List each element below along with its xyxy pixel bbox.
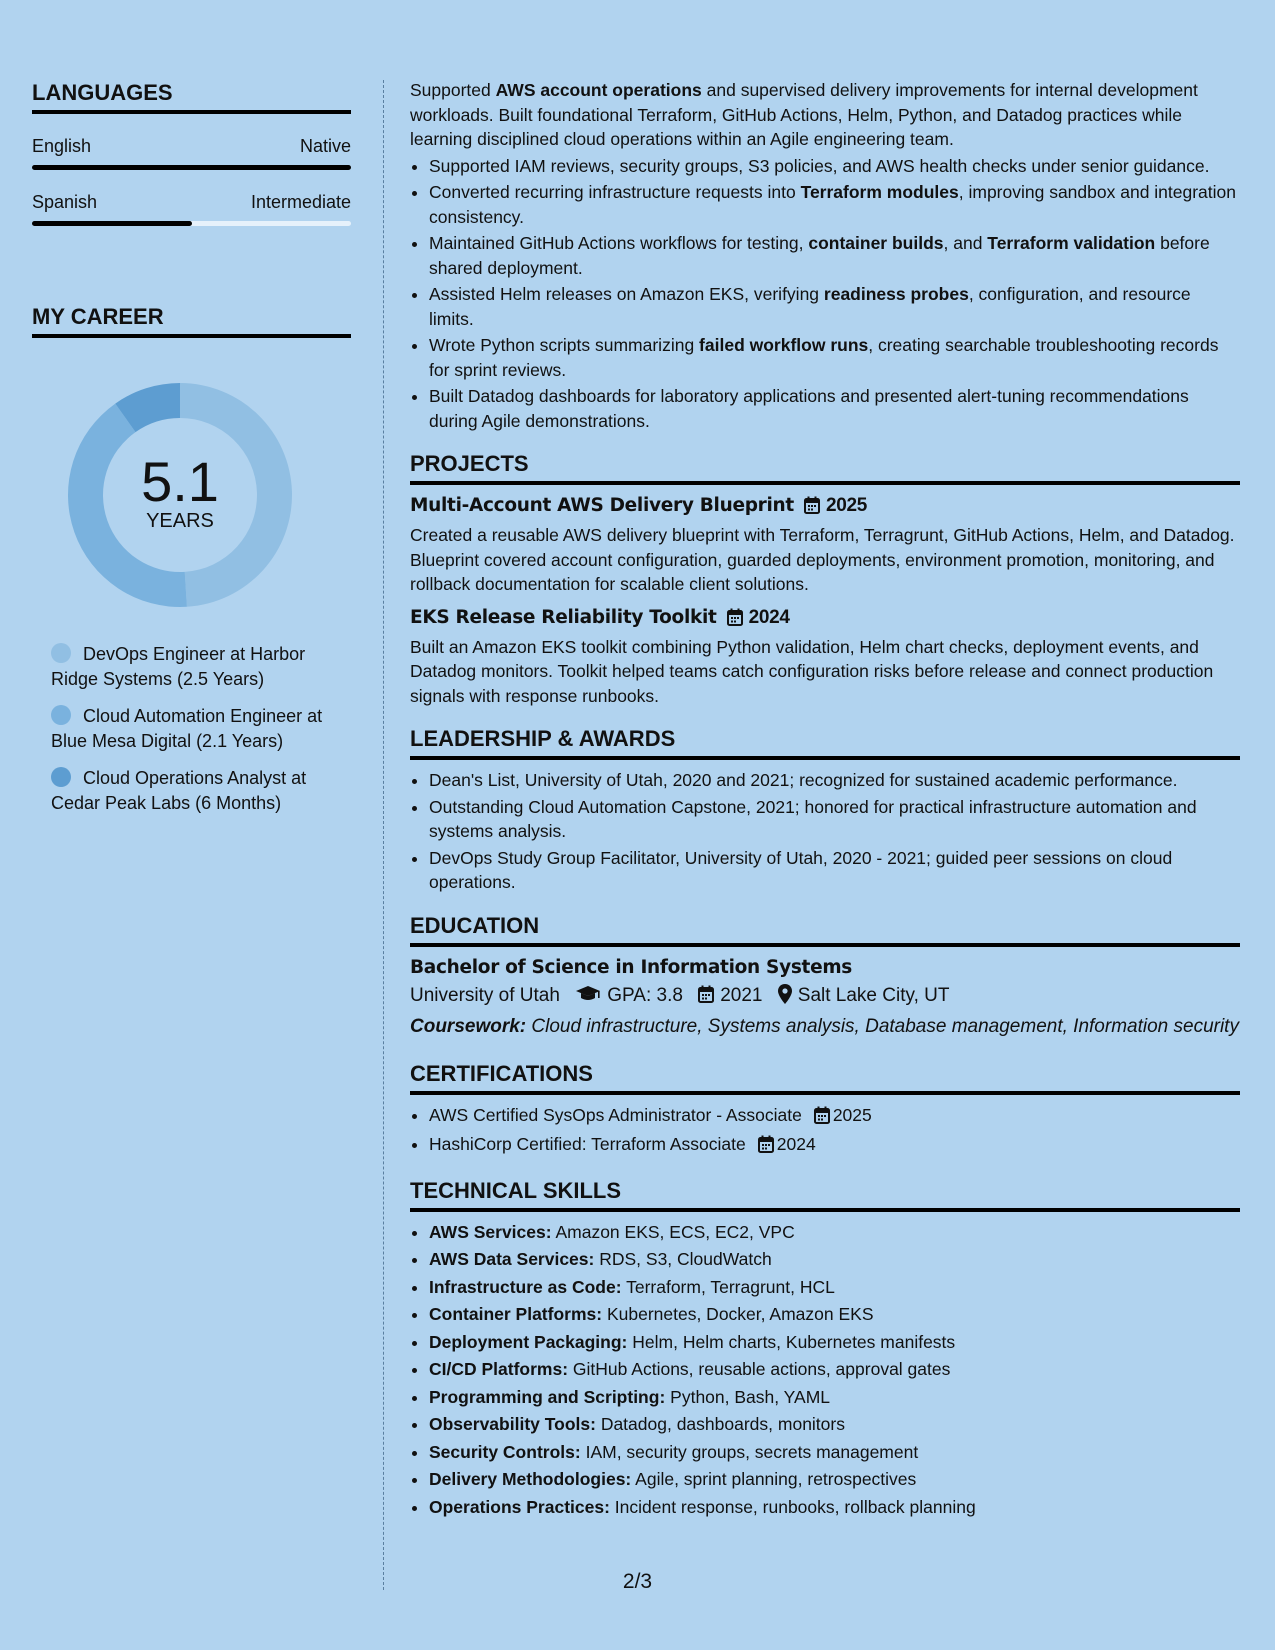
skill-item <box>429 1495 1240 1521</box>
legend-dot <box>51 705 71 725</box>
project-item <box>410 495 1240 597</box>
degree-name: Bachelor of Science in Information Systems <box>410 956 853 978</box>
leadership-list <box>410 768 1240 895</box>
bold-text: Terraform modules <box>800 182 959 202</box>
project-year: 2025 <box>825 495 868 516</box>
language-proficiency-bar <box>32 165 351 170</box>
graduation-year: 2021 <box>720 984 763 1006</box>
skill-value: Terraform, Terragrunt, HCL <box>626 1276 835 1297</box>
experience-summary <box>410 78 1240 152</box>
skill-value: Kubernetes, Docker, Amazon EKS <box>606 1304 874 1324</box>
legend-dot <box>51 643 71 663</box>
skill-value: Agile, sprint planning, retrospectives <box>635 1469 917 1489</box>
career-title: MY CAREER <box>32 304 351 338</box>
school-location: Salt Lake City, UT <box>797 984 950 1006</box>
skill-label: Observability Tools: <box>429 1414 596 1434</box>
calendar-icon <box>804 496 820 519</box>
text: and supervised delivery improvements for internal development workloads. Built foundational Terraform, GitHub Actions, Helm, Python, and Datadog practices while learning disciplined cloud operations within an Agile engineering team. <box>410 80 1198 149</box>
skill-label: Security Controls: <box>429 1441 581 1462</box>
experience-bullet <box>429 333 1240 382</box>
skill-label: Operations Practices: <box>429 1496 610 1517</box>
language-item-english <box>32 136 351 170</box>
projects-title: PROJECTS <box>410 451 1240 485</box>
certification-name: HashiCorp Certified: Terraform Associate <box>429 1134 746 1154</box>
text: Supported <box>410 80 496 100</box>
skill-value: Helm, Helm charts, Kubernetes manifests <box>632 1331 956 1352</box>
career-legend-item <box>51 704 331 754</box>
career-legend <box>51 642 351 816</box>
project-name: EKS Release Reliability Toolkit <box>410 606 717 628</box>
language-level: Native <box>299 136 351 156</box>
text: Assisted Helm releases on Amazon EKS, verifying <box>429 284 824 304</box>
certifications-title: CERTIFICATIONS <box>410 1061 1240 1095</box>
experience-bullets <box>410 154 1240 434</box>
skill-value: Python, Bash, YAML <box>670 1386 831 1407</box>
leadership-section <box>410 726 1240 895</box>
skill-item <box>429 1385 1240 1411</box>
legend-dot <box>51 767 71 787</box>
project-description: Created a reusable AWS delivery blueprint with Terraform, Terragrunt, GitHub Actions, Helm, and Datadog. Blueprint covered account configuration, guarded deployments, environment promotion, monitoring, and rollback documentation for scalable client solutions. <box>410 525 1235 594</box>
career-section <box>32 304 351 816</box>
calendar-icon <box>727 608 743 631</box>
experience-bullet <box>429 282 1240 331</box>
skill-item <box>429 1302 1240 1328</box>
certification-item <box>429 1132 1240 1160</box>
bold-text: Terraform validation <box>987 233 1156 253</box>
coursework-label: Coursework: <box>410 1015 527 1037</box>
skill-item <box>429 1412 1240 1438</box>
skill-value: Amazon EKS, ECS, EC2, VPC <box>555 1221 795 1242</box>
calendar-icon <box>698 985 714 1006</box>
text: , configuration, and resource limits. <box>429 284 1191 329</box>
graduation-cap-icon <box>575 985 601 1006</box>
skill-value: IAM, security groups, secrets management <box>585 1441 919 1462</box>
skills-title: TECHNICAL SKILLS <box>410 1178 1240 1212</box>
career-legend-item <box>51 642 331 692</box>
certifications-list <box>410 1103 1240 1160</box>
certifications-section <box>410 1061 1240 1160</box>
text: , creating searchable troubleshooting records for sprint reviews. <box>429 335 1219 380</box>
experience-bullet: • Built Datadog dashboards for laboratory applications and presented alert-tuning recommendations during Agile demonstrations. <box>429 384 1240 433</box>
skill-label: Delivery Methodologies: <box>429 1469 632 1489</box>
bold-text: container builds <box>808 233 944 253</box>
bold-text: readiness probes <box>823 284 969 304</box>
sidebar <box>32 80 351 828</box>
skill-label: AWS Services: <box>429 1221 552 1242</box>
certification-name: AWS Certified SysOps Administrator - Associate <box>429 1104 802 1125</box>
project-description: Built an Amazon EKS toolkit combining Python validation, Helm chart checks, deployment events, and Datadog monitors. Toolkit helped teams catch configuration risks before release and connect production signals with response runbooks. <box>410 636 1214 706</box>
skill-label: CI/CD Platforms: <box>429 1359 569 1379</box>
text: Maintained GitHub Actions workflows for testing, <box>429 233 809 253</box>
education-details <box>410 984 1240 1007</box>
experience-bullet <box>429 231 1240 280</box>
language-proficiency-fill <box>32 165 351 170</box>
skill-value: Datadog, dashboards, monitors <box>600 1414 845 1434</box>
text: , improving sandbox and integration consistency. <box>429 182 1237 227</box>
skill-value: GitHub Actions, reusable actions, approval gates <box>572 1359 951 1379</box>
leadership-item: • Outstanding Cloud Automation Capstone, 2021; honored for practical infrastructure automation and systems analysis. <box>429 795 1240 844</box>
education-title: EDUCATION <box>410 913 1240 947</box>
skill-item <box>429 1247 1240 1273</box>
location-pin-icon <box>778 985 792 1006</box>
certification-item <box>429 1103 1240 1131</box>
skill-label: Programming and Scripting: <box>429 1386 666 1407</box>
language-item-spanish <box>32 192 351 226</box>
languages-title: LANGUAGES <box>32 80 351 114</box>
leadership-item: • Dean's List, University of Utah, 2020 and 2021; recognized for sustained academic performance. <box>429 768 1240 793</box>
project-year: 2024 <box>748 606 790 628</box>
education-section <box>410 913 1240 1039</box>
main-content <box>410 78 1240 1522</box>
legend-label: Cloud Operations Analyst at Cedar Peak Labs (6 Months) <box>51 768 307 813</box>
page-number: 2/3 <box>622 1570 653 1593</box>
bold-text: failed workflow runs <box>699 335 869 355</box>
coursework <box>410 1015 1240 1039</box>
skill-item <box>429 1330 1240 1356</box>
language-proficiency-fill <box>32 221 192 226</box>
text: Wrote Python scripts summarizing <box>429 335 700 355</box>
language-level: Intermediate <box>250 192 351 212</box>
skills-list <box>410 1220 1240 1521</box>
legend-label: Cloud Automation Engineer at Blue Mesa Digital (2.1 Years) <box>51 706 323 751</box>
career-total-years: 5.1 <box>141 450 219 513</box>
skill-item <box>429 1275 1240 1301</box>
skill-label: AWS Data Services: <box>429 1249 595 1269</box>
gpa: GPA: 3.8 <box>607 984 683 1006</box>
career-legend-item <box>51 766 331 816</box>
legend-label: DevOps Engineer at Harbor Ridge Systems (2.5 Years) <box>51 644 306 689</box>
skill-label: Container Platforms: <box>429 1304 603 1324</box>
skill-value: Incident response, runbooks, rollback planning <box>614 1496 976 1517</box>
calendar-icon <box>814 1106 830 1131</box>
calendar-icon <box>758 1135 774 1160</box>
leadership-title: LEADERSHIP & AWARDS <box>410 726 1240 760</box>
text: Converted recurring infrastructure requests into <box>429 182 801 202</box>
skill-label: Deployment Packaging: <box>429 1331 628 1352</box>
certification-year: 2024 <box>776 1134 816 1154</box>
career-donut-chart <box>67 382 293 608</box>
skill-item <box>429 1357 1240 1383</box>
project-heading <box>410 495 1240 519</box>
coursework-list: Cloud infrastructure, Systems analysis, Database management, Information security <box>531 1015 1239 1037</box>
language-proficiency-bar <box>32 221 351 226</box>
column-divider <box>383 80 384 1590</box>
experience-entry <box>410 78 1240 433</box>
skills-section <box>410 1178 1240 1521</box>
experience-bullet <box>429 180 1240 229</box>
text: , and <box>943 233 988 253</box>
leadership-item: • DevOps Study Group Facilitator, University of Utah, 2020 - 2021; guided peer sessions on cloud operations. <box>429 846 1240 895</box>
experience-bullet: • Supported IAM reviews, security groups, S3 policies, and AWS health checks under senior guidance. <box>429 154 1240 179</box>
project-heading <box>410 607 1240 631</box>
language-name: English <box>32 136 92 156</box>
bold-text: AWS account operations <box>495 80 702 100</box>
text: before shared deployment. <box>429 233 1210 278</box>
skill-item <box>429 1440 1240 1466</box>
donut-center <box>67 382 293 608</box>
project-item <box>410 607 1240 709</box>
career-total-unit: YEARS <box>146 510 214 532</box>
skill-item <box>429 1220 1240 1246</box>
skill-value: RDS, S3, CloudWatch <box>599 1249 772 1269</box>
skill-label: Infrastructure as Code: <box>429 1276 622 1297</box>
certification-year: 2025 <box>832 1104 872 1125</box>
language-name: Spanish <box>32 192 98 212</box>
skill-item <box>429 1467 1240 1493</box>
projects-section <box>410 451 1240 708</box>
school-name: University of Utah <box>410 984 560 1006</box>
project-name: Multi-Account AWS Delivery Blueprint <box>410 495 794 516</box>
